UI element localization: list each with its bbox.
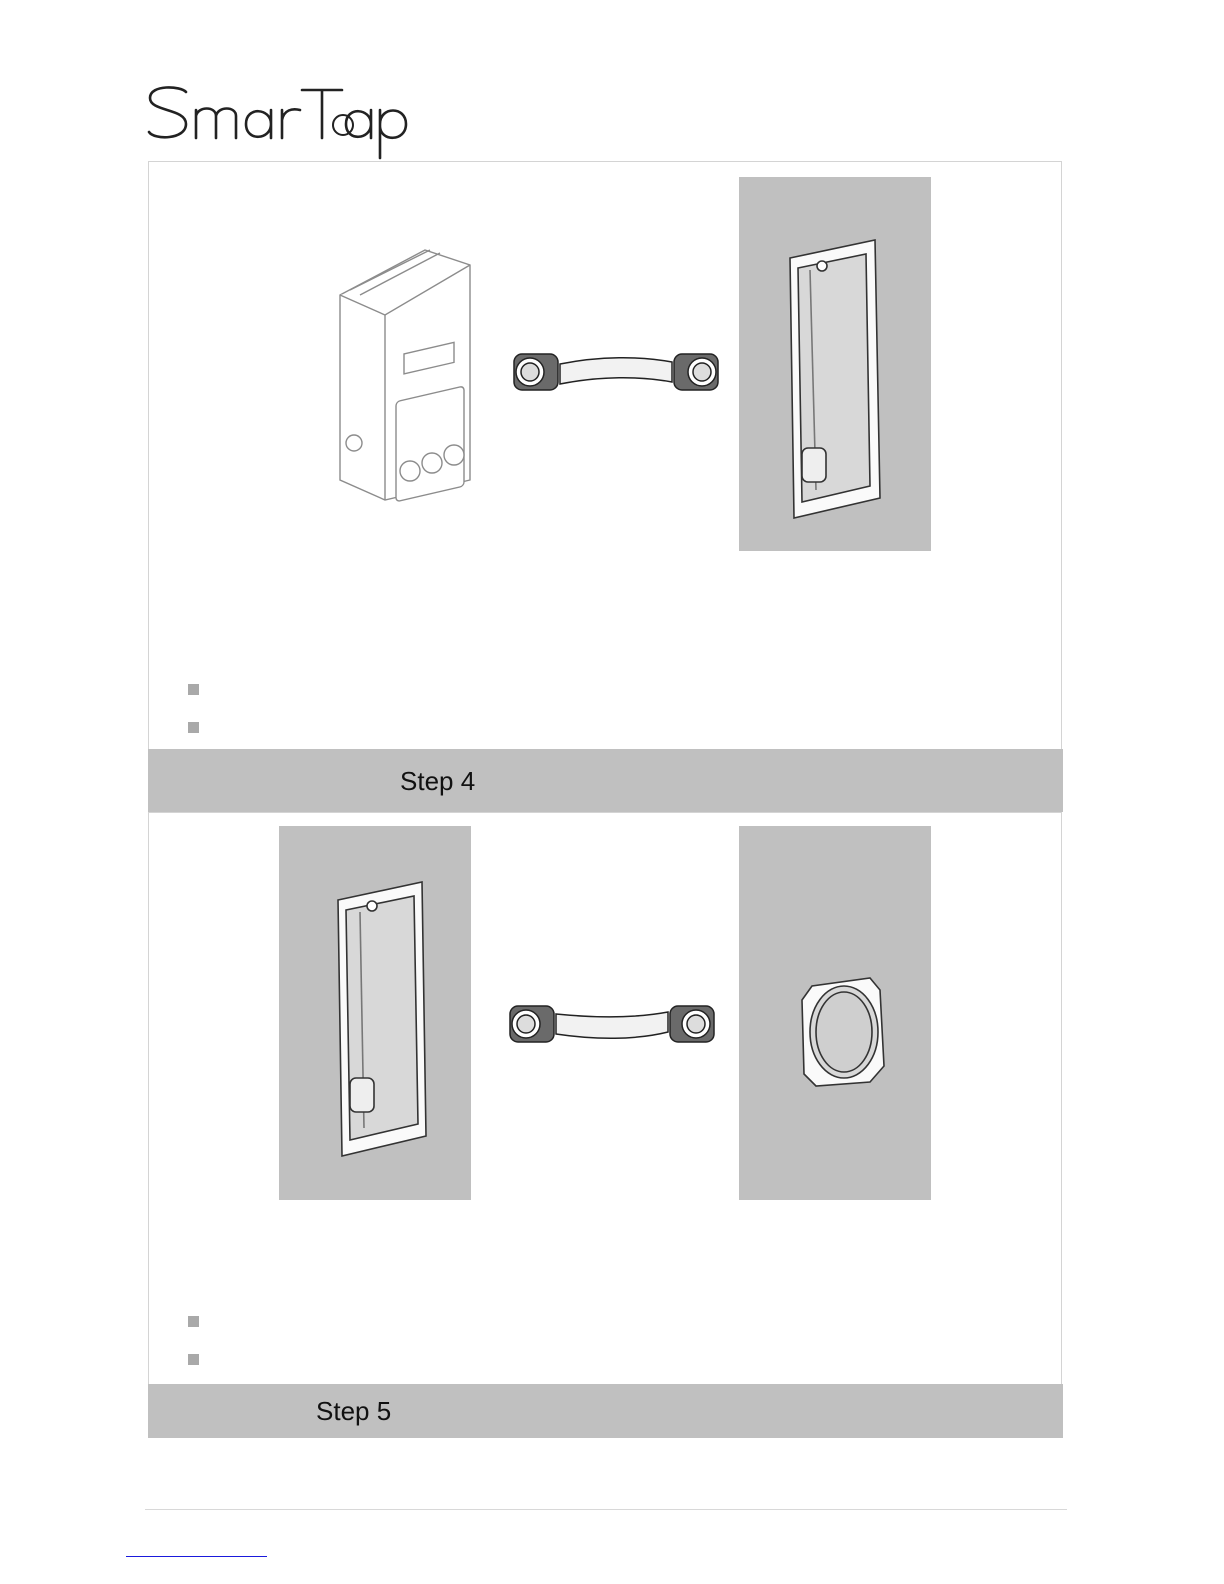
step-4-label: Step 4	[400, 766, 476, 796]
bullet	[188, 722, 199, 733]
control-box-drawing	[330, 235, 480, 505]
step-4-header	[148, 749, 1063, 812]
wall-box-frame-drawing	[330, 878, 440, 1164]
cable-connector-drawing	[506, 1000, 718, 1048]
smartap-logo	[146, 80, 410, 164]
round-mount-plate-drawing	[790, 970, 890, 1090]
bullet	[188, 1316, 199, 1327]
footer-link-underline[interactable]	[126, 1556, 267, 1557]
bullet	[188, 1354, 199, 1365]
step-5-header	[148, 1384, 1063, 1438]
bullet	[188, 684, 199, 695]
footer-divider	[145, 1509, 1067, 1510]
cable-connector-drawing	[510, 348, 722, 396]
wall-box-frame-drawing	[780, 236, 890, 522]
step-5-label: Step 5	[316, 1396, 392, 1426]
